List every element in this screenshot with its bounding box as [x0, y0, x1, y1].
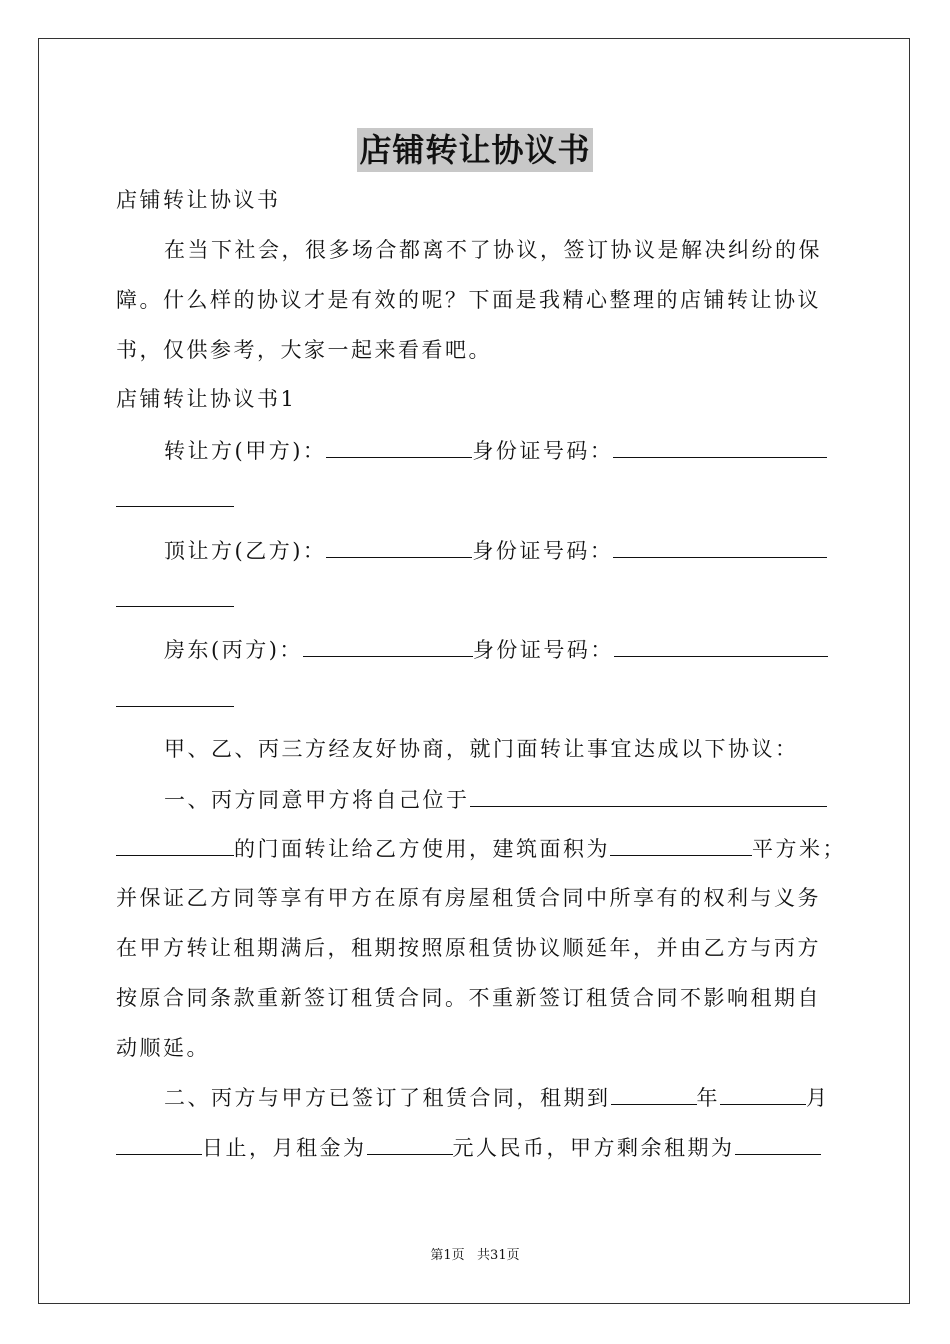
- landlord-label: 房东(丙方)：: [164, 638, 303, 662]
- subtitle: 店铺转让协议书: [116, 188, 281, 212]
- year-blank: [611, 1082, 697, 1105]
- landlord-row: [164, 634, 828, 665]
- area-blank: [610, 833, 752, 856]
- transferor-row: [164, 435, 827, 466]
- clause1-row-2: [116, 833, 846, 864]
- landlord-id-blank-cont: [116, 684, 234, 707]
- clause2-start: 二、丙方与甲方已签订了租赁合同，租期到: [164, 1086, 611, 1110]
- document-title: 店铺转让协议书: [357, 128, 592, 172]
- clause2-row-2: [116, 1132, 821, 1163]
- location-blank: [470, 784, 827, 807]
- rent-unit: 元人民币，甲方剩余租期为: [452, 1136, 735, 1160]
- clause1-line-6: 动顺延。: [116, 1036, 210, 1060]
- transferee-label: 顶让方(乙方)：: [164, 539, 327, 563]
- clause1-line-5: 按原合同条款重新签订租赁合同。不重新签订租赁合同不影响租期自: [116, 986, 821, 1010]
- clause1-unit: 平方米；: [752, 837, 846, 861]
- page-border: [38, 38, 910, 1304]
- transferor-id-blank: [613, 435, 827, 458]
- transferee-name-blank: [326, 535, 472, 558]
- transferor-name-blank: [326, 435, 472, 458]
- id-label: 身份证号码：: [472, 638, 614, 662]
- month-blank: [720, 1082, 806, 1105]
- clause1-mid: 的门面转让给乙方使用，建筑面积为: [234, 837, 610, 861]
- agreement-line: 甲、乙、丙三方经友好协商，就门面转让事宜达成以下协议：: [164, 737, 799, 761]
- id-label: 身份证号码：: [472, 539, 614, 563]
- landlord-name-blank: [303, 634, 473, 657]
- transferor-label: 转让方(甲方)：: [164, 439, 327, 463]
- section-heading: 店铺转让协议书1: [116, 387, 297, 411]
- month-label: 月: [806, 1086, 830, 1110]
- transferee-id-blank: [613, 535, 827, 558]
- clause1-start: 一、丙方同意甲方将自己位于: [164, 788, 470, 812]
- landlord-id-blank: [614, 634, 828, 657]
- remaining-term-blank: [735, 1132, 821, 1155]
- clause1-line-3: 并保证乙方同等享有甲方在原有房屋租赁合同中所享有的权利与义务: [116, 886, 821, 910]
- title-wrap: [0, 128, 950, 172]
- transferee-row: [164, 535, 827, 566]
- transferor-id-blank-cont: [116, 484, 234, 507]
- rent-blank: [367, 1132, 453, 1155]
- clause1-row-1: [164, 784, 827, 815]
- location-blank-cont: [116, 833, 234, 856]
- day-end: 日止，月租金为: [202, 1136, 367, 1160]
- transferor-id-cont: [116, 484, 234, 515]
- clause2-row-1: [164, 1082, 830, 1113]
- id-label: 身份证号码：: [472, 439, 614, 463]
- landlord-id-cont: [116, 684, 234, 715]
- day-blank: [116, 1132, 202, 1155]
- transferee-id-cont: [116, 584, 234, 615]
- intro-line-3: 书，仅供参考，大家一起来看看吧。: [116, 338, 492, 362]
- intro-line-2: 障。什么样的协议才是有效的呢？下面是我精心整理的店铺转让协议: [116, 288, 821, 312]
- clause1-line-4: 在甲方转让租期满后，租期按照原租赁协议顺延年，并由乙方与丙方: [116, 936, 821, 960]
- year-label: 年: [696, 1086, 720, 1110]
- page-footer: 第1页 共31页: [430, 1248, 520, 1263]
- intro-line-1: 在当下社会，很多场合都离不了协议，签订协议是解决纠纷的保: [164, 238, 822, 262]
- transferee-id-blank-cont: [116, 584, 234, 607]
